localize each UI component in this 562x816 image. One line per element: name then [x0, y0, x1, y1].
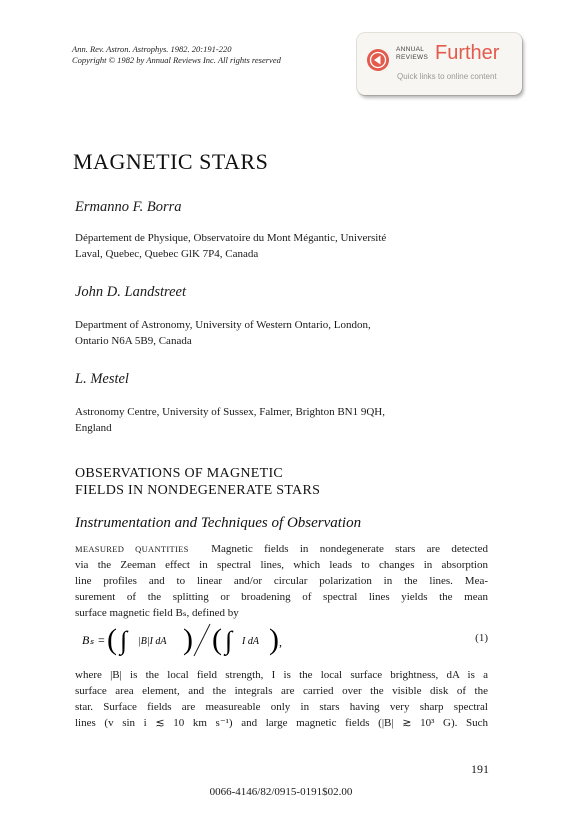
author-affiliation	[75, 230, 386, 262]
eq-integrand-1: |B|I dA	[138, 636, 167, 647]
equation-number: (1)	[475, 632, 488, 644]
section-heading-line: OBSERVATIONS OF MAGNETIC	[75, 466, 284, 481]
author-affiliation	[75, 317, 371, 349]
further-tagline: Quick links to online content	[397, 72, 497, 81]
author-affiliation	[75, 404, 385, 436]
citation-line: Ann. Rev. Astron. Astrophys. 1982. 20:191-220	[72, 44, 232, 54]
paragraph-line: surement of the splitting or broadening of spectral lines yields the mean	[75, 591, 488, 603]
copyright-line: Copyright © 1982 by Annual Reviews Inc. All rights reserved	[72, 55, 281, 65]
article-title: MAGNETIC STARS	[73, 149, 269, 174]
runin-heading: MEASURED QUANTITIES	[75, 544, 189, 554]
paragraph-line: star. Surface fields are measureable only in stars having very sharp spectral	[75, 701, 488, 713]
reviews-text: REVIEWS	[396, 53, 429, 61]
author-name: L. Mestel	[75, 371, 129, 387]
eq-paren-open: (	[107, 623, 117, 656]
body-paragraph	[75, 667, 488, 731]
eq-integrand-2: I dA	[242, 636, 259, 647]
eq-paren-close-2: )	[269, 623, 279, 656]
paragraph-line: lines (v sin i ≲ 10 km s⁻¹) and large magnetic fields (|B| ≳ 10³ G). Such	[75, 717, 488, 729]
eq-paren-open-2: (	[212, 623, 222, 656]
eq-paren-close: )	[183, 623, 193, 656]
journal-citation	[72, 44, 281, 66]
paragraph-line: via the Zeeman effect in spectral lines, which leads to changes in absorption	[75, 559, 488, 571]
section-heading	[75, 465, 320, 499]
eq-equals: =	[98, 633, 105, 647]
eq-lhs: Bₛ	[82, 633, 94, 647]
affiliation-line: Laval, Quebec, Quebec GlK 7P4, Canada	[75, 248, 259, 260]
paragraph-line	[75, 541, 488, 557]
paragraph-line: surface area element, and the integrals are carried over the visible disk of the	[75, 685, 488, 697]
subsection-heading: Instrumentation and Techniques of Observation	[75, 515, 362, 531]
affiliation-line: England	[75, 422, 112, 434]
paragraph-line: where |B| is the local field strength, I is the local surface brightness, dA is a	[75, 669, 488, 681]
annual-reviews-logo-text	[396, 46, 428, 61]
equation-1	[82, 618, 488, 662]
author-name: Ermanno F. Borra	[75, 199, 182, 215]
further-word: Further	[435, 42, 500, 64]
affiliation-line: Ontario N6A 5B9, Canada	[75, 335, 192, 347]
play-arrow-icon	[367, 49, 389, 71]
paragraph-text: Magnetic fields in nondegenerate stars are detected	[211, 543, 488, 555]
section-heading-line: FIELDS IN NONDEGENERATE STARS	[75, 483, 321, 498]
author-name: John D. Landstreet	[75, 284, 187, 300]
body-paragraph	[75, 541, 488, 621]
paragraph-line: surface magnetic field Bₛ, defined by	[75, 607, 239, 619]
further-links-badge[interactable]	[357, 33, 522, 95]
eq-integral-2: ∫	[225, 626, 233, 655]
footer-code: 0066-4146/82/0915-0191$02.00	[209, 786, 353, 798]
annual-text: ANNUAL	[396, 46, 425, 53]
affiliation-line: Astronomy Centre, University of Sussex, Falmer, Brighton BN1 9QH,	[75, 406, 385, 418]
paragraph-line: line profiles and to linear and/or circular polarization in the lines. Mea-	[75, 575, 488, 587]
affiliation-line: Department of Astronomy, University of Western Ontario, London,	[75, 319, 371, 331]
affiliation-line: Département de Physique, Observatoire du Mont Mégantic, Université	[75, 232, 387, 244]
page-number: 191	[471, 762, 489, 776]
eq-slash	[194, 624, 210, 656]
eq-comma: ,	[279, 635, 282, 649]
eq-integral-1: ∫	[120, 626, 128, 655]
equation-graphic	[82, 618, 412, 662]
